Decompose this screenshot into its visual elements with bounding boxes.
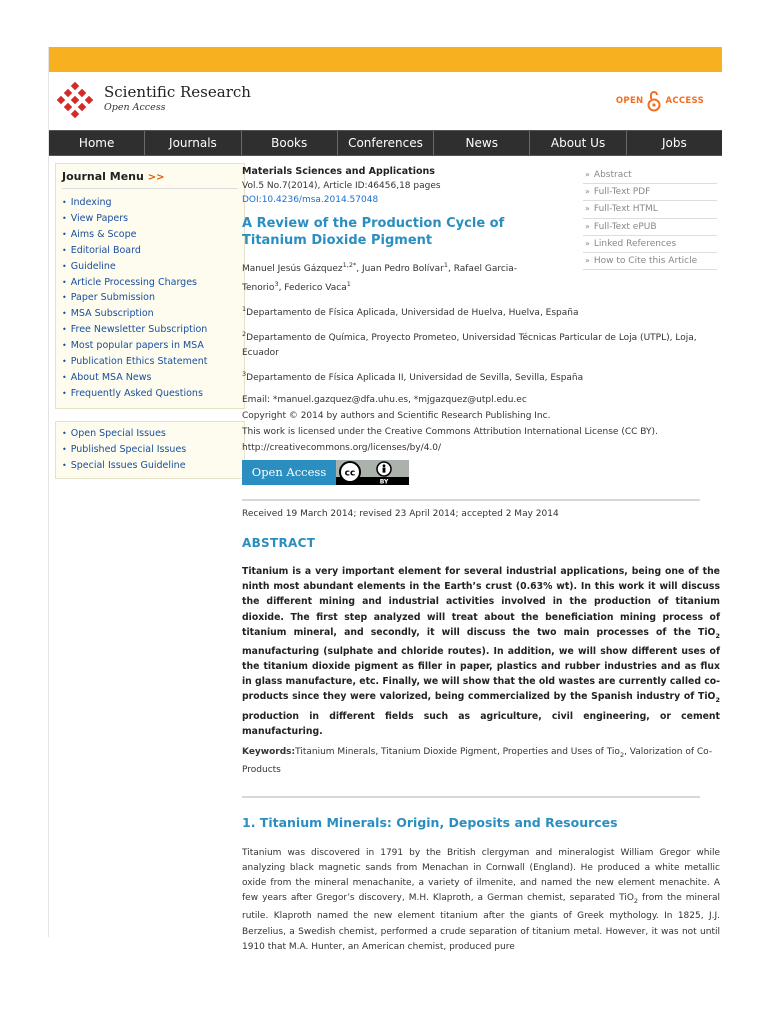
menu-item-aims-scope[interactable]: • Aims & Scope bbox=[62, 227, 238, 243]
nav-jobs[interactable]: Jobs bbox=[661, 136, 687, 150]
open-lock-icon bbox=[647, 90, 661, 112]
keywords bbox=[242, 745, 720, 778]
section-body bbox=[242, 846, 720, 955]
nav-journals[interactable]: Journals bbox=[145, 131, 241, 155]
email-text[interactable]: *manuel.gazquez@dfa.uhu.es, *mjgazquez@utpl.edu.ec bbox=[272, 395, 527, 405]
svg-text:cc: cc bbox=[344, 468, 356, 479]
journal-menu-title-text: Journal Menu bbox=[62, 170, 144, 183]
main-nav bbox=[49, 130, 722, 156]
nav-conferences[interactable]: Conferences bbox=[338, 131, 434, 155]
abstract-part: Titanium is a very important element for several industrial applications, being one of the ninth most abundant elements in the Earth’s crust (0.63% wt). In this work it will discuss the different mining and industrial activities involved in the production of titanium dioxide. The first step analyzed will treat about the beneficiation mining process of titanium mineral, and secondly, it will discuss the two main processes of the TiO bbox=[242, 566, 720, 638]
menu-item-newsletter[interactable]: • Free Newsletter Subscription bbox=[62, 322, 238, 338]
nav-about-us[interactable]: About Us bbox=[530, 131, 626, 155]
article-main bbox=[242, 165, 720, 955]
subscript: 2 bbox=[715, 631, 720, 640]
keywords-text: Titanium Minerals, Titanium Dioxide Pigment, Properties and Uses of Tio bbox=[295, 746, 620, 757]
author-affil-sup: 1,2* bbox=[342, 261, 357, 269]
keywords-text: , Valorization of Co-Products bbox=[242, 746, 713, 775]
author-name: Manuel Jesús Gázquez bbox=[242, 264, 343, 274]
menu-item-open-special-issues[interactable]: • Open Special Issues bbox=[62, 426, 238, 442]
top-accent-bar bbox=[49, 47, 722, 72]
journal-menu-title bbox=[62, 168, 238, 189]
affil-text: Departamento de Química, Proyecto Prometeo, Universidad Técnicas Particular de Loja (UTPL), Loja, Ecuador bbox=[242, 333, 697, 358]
affil-sup: 2 bbox=[242, 330, 247, 338]
double-chevron-icon: >> bbox=[147, 172, 165, 183]
subscript: 2 bbox=[715, 696, 720, 705]
affil-text: Departamento de Física Aplicada II, Universidad de Sevilla, Sevilla, España bbox=[246, 373, 584, 383]
link-linked-references[interactable]: » Linked References bbox=[583, 236, 717, 253]
cc-by-label: BY bbox=[379, 478, 389, 485]
section-heading: 1. Titanium Minerals: Origin, Deposits and Resources bbox=[242, 814, 618, 830]
author-list bbox=[242, 258, 542, 296]
menu-item-paper-submission[interactable]: • Paper Submission bbox=[62, 290, 238, 306]
body-part: from the mineral rutile. Klaproth named the new element titanium after the giants of Greek mythology. In 1825, J.J. Berzelius, a Swedish chemist, performed a crude separation of titanium metal. However, it was not until 1910 that M.A. Hunter, an American chemist, produced pure bbox=[242, 893, 720, 952]
journal-name: Materials Sciences and Applications bbox=[242, 166, 435, 177]
menu-item-guideline[interactable]: • Guideline bbox=[62, 259, 238, 275]
volume-info: Vol.5 No.7(2014), Article ID:46456,18 pages bbox=[242, 181, 441, 191]
author-affil-sup: 1 bbox=[346, 280, 351, 288]
subscript: 2 bbox=[619, 750, 625, 759]
affil-sup: 1 bbox=[242, 305, 247, 313]
link-how-to-cite[interactable]: » How to Cite this Article bbox=[583, 253, 717, 270]
email-label: Email: bbox=[242, 395, 273, 405]
subscript: 2 bbox=[633, 897, 639, 906]
copyright-line: Copyright © 2014 by authors and Scientific Research Publishing Inc. bbox=[242, 411, 551, 421]
email-line bbox=[242, 392, 720, 408]
article-title: A Review of the Production Cycle of Titanium Dioxide Pigment bbox=[242, 216, 505, 248]
site-name[interactable]: Scientific Research bbox=[104, 83, 251, 101]
author-name: , Federico Vaca bbox=[278, 283, 347, 293]
abstract-part: production in different fields such as agriculture, civil engineering, or cement manufacturing. bbox=[242, 710, 720, 737]
open-access-badge bbox=[616, 90, 704, 112]
journal-menu bbox=[55, 163, 245, 409]
author-name: , Rafael Garcia-Tenorio bbox=[242, 264, 518, 293]
menu-item-faq[interactable]: • Frequently Asked Questions bbox=[62, 386, 238, 402]
site-header bbox=[49, 72, 722, 130]
link-full-text-epub[interactable]: » Full-Text ePUB bbox=[583, 219, 717, 236]
menu-item-msa-news[interactable]: • About MSA News bbox=[62, 370, 238, 386]
menu-item-msa-subscription[interactable]: • MSA Subscription bbox=[62, 306, 238, 322]
logo-icon[interactable] bbox=[55, 81, 95, 121]
nav-home[interactable]: Home bbox=[49, 131, 145, 155]
affiliation-1 bbox=[242, 302, 720, 321]
open-access-badge-label-right: ACCESS bbox=[665, 96, 704, 106]
author-affil-sup: 1 bbox=[443, 261, 448, 269]
menu-item-indexing[interactable]: • Indexing bbox=[62, 195, 238, 211]
open-access-cc-badge[interactable] bbox=[242, 460, 409, 485]
menu-item-article-processing-charges[interactable]: • Article Processing Charges bbox=[62, 275, 238, 291]
doi-link[interactable]: DOI:10.4236/msa.2014.57048 bbox=[242, 195, 379, 205]
link-full-text-pdf[interactable]: » Full-Text PDF bbox=[583, 184, 717, 201]
divider bbox=[242, 796, 700, 798]
nav-books[interactable]: Books bbox=[242, 131, 338, 155]
menu-item-editorial-board[interactable]: • Editorial Board bbox=[62, 243, 238, 259]
nav-news[interactable]: News bbox=[434, 131, 530, 155]
special-issues-menu bbox=[55, 421, 245, 479]
affil-text: Departamento de Física Aplicada, Universidad de Huelva, Huelva, España bbox=[246, 308, 579, 318]
license-line: This work is licensed under the Creative Commons Attribution International License (CC BY). bbox=[242, 427, 658, 437]
menu-item-published-special-issues[interactable]: • Published Special Issues bbox=[62, 442, 238, 458]
author-name: , Juan Pedro Bolívar bbox=[356, 264, 444, 274]
menu-item-view-papers[interactable]: • View Papers bbox=[62, 211, 238, 227]
abstract-part: manufacturing (sulphate and chloride routes). In addition, we will show different uses of the titanium dioxide pigment as filler in paper, plastics and rubber industries and as flux in glass manufacture, etc. Finally, we will show that the old wastes are currently called co-products since they were valorized, being commercialized by the Spanish industry of TiO bbox=[242, 645, 720, 703]
body-part: Titanium was discovered in 1791 by the British clergyman and mineralogist William Gregor while analyzing black magnetic sands from Menachan in Cornwall (England). He produced a white metallic oxide from the mineral menachanite, a variety of ilmenite, and named the new element menachite. A few years after Gregor’s discovery, M.H. Klaproth, a German chemist, separated TiO bbox=[242, 847, 720, 904]
article-info bbox=[242, 392, 720, 456]
license-url[interactable]: http://creativecommons.org/licenses/by/4.0/ bbox=[242, 443, 442, 453]
open-access-button[interactable]: Open Access bbox=[242, 460, 336, 485]
cc-by-icon bbox=[336, 460, 409, 485]
open-access-badge-label-left: OPEN bbox=[615, 96, 644, 106]
menu-item-popular-papers[interactable]: • Most popular papers in MSA bbox=[62, 338, 238, 354]
affiliation-2 bbox=[242, 327, 720, 361]
sidebar bbox=[55, 163, 245, 479]
page bbox=[48, 47, 722, 952]
received-dates: Received 19 March 2014; revised 23 April 2014; accepted 2 May 2014 bbox=[242, 509, 559, 519]
divider bbox=[242, 499, 700, 501]
site-subtitle: Open Access bbox=[104, 102, 166, 113]
menu-item-ethics[interactable]: • Publication Ethics Statement bbox=[62, 354, 238, 370]
link-abstract[interactable]: » Abstract bbox=[583, 167, 717, 184]
keywords-label: Keywords: bbox=[242, 746, 296, 757]
link-full-text-html[interactable]: » Full-Text HTML bbox=[583, 201, 717, 218]
affil-sup: 3 bbox=[242, 370, 247, 378]
abstract-text bbox=[242, 564, 720, 739]
menu-item-special-issues-guideline[interactable]: • Special Issues Guideline bbox=[62, 458, 238, 474]
affiliation-3 bbox=[242, 367, 720, 386]
author-affil-sup: 3 bbox=[274, 280, 279, 288]
abstract-heading: ABSTRACT bbox=[242, 536, 316, 550]
